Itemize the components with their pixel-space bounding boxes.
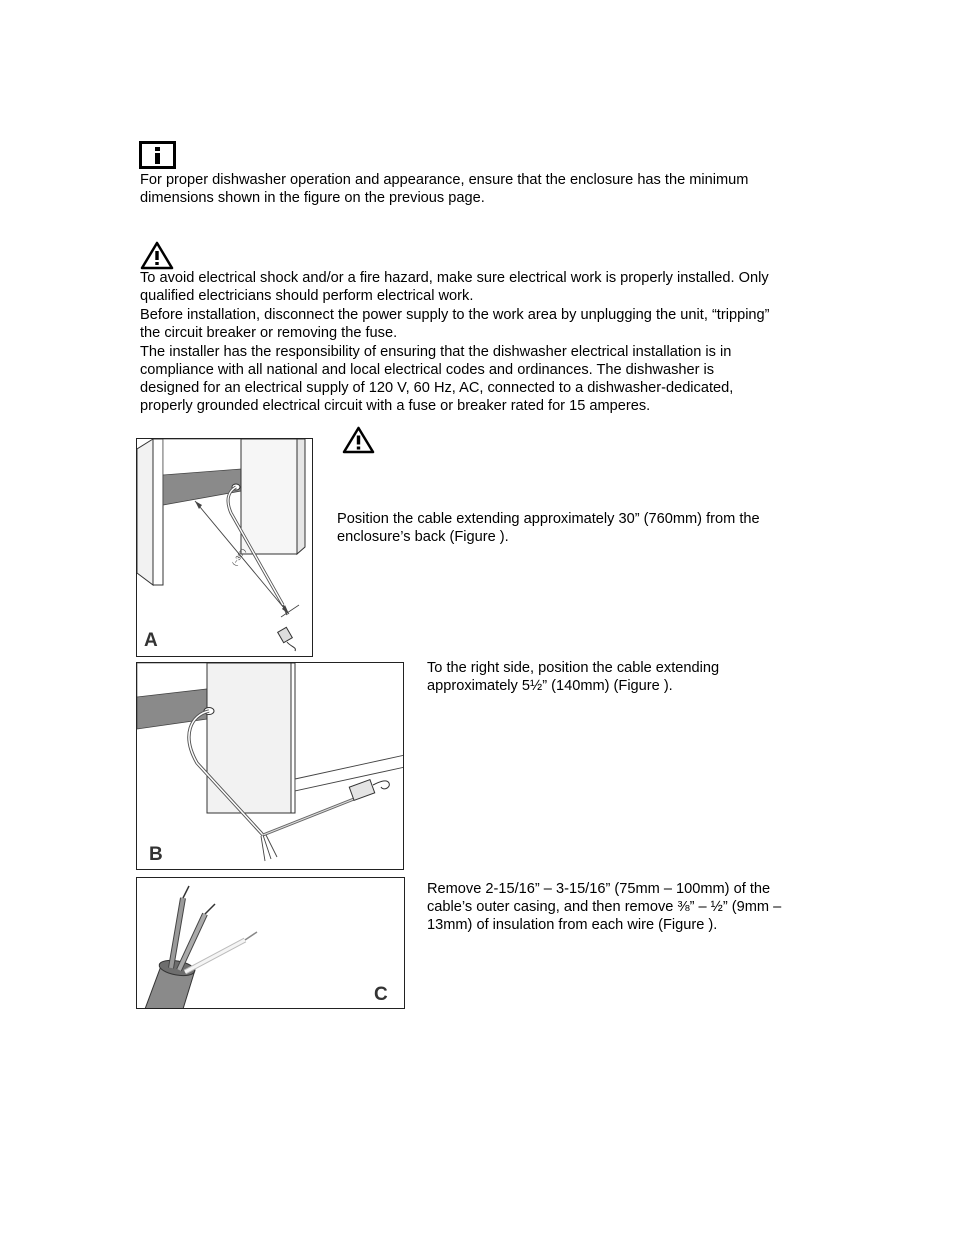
figure-c-letter: C xyxy=(374,984,388,1005)
info-icon xyxy=(139,141,176,169)
figure-a xyxy=(136,438,313,657)
info-note-line-1: For proper dishwasher operation and appearance, ensure that the enclosure has the minimum xyxy=(140,172,749,188)
figure-c-text-line-3: 13mm) of insulation from each wire (Figure ). xyxy=(427,917,718,933)
figure-a-letter: A xyxy=(144,630,158,651)
figure-a-text-line-1: Position the cable extending approximately 30” (760mm) from the xyxy=(337,511,760,527)
warning-icon-figure-a xyxy=(342,426,375,454)
warning-line-6: compliance with all national and local electrical codes and ordinances. The dishwasher is xyxy=(140,362,715,378)
figure-b-illustration xyxy=(137,663,404,870)
figure-b-text-line-2: approximately 5½” (140mm) (Figure ). xyxy=(427,678,673,694)
warning-line-2: qualified electricians should perform electrical work. xyxy=(140,288,474,304)
figure-a-text-line-2: enclosure’s back (Figure ). xyxy=(337,529,509,545)
warning-line-1: To avoid electrical shock and/or a fire hazard, make sure electrical work is properly installed. Only xyxy=(140,270,769,286)
figure-a-dimension-label: (~30") xyxy=(231,547,248,568)
figure-c-illustration xyxy=(137,878,405,1009)
figure-b xyxy=(136,662,404,870)
warning-line-4: the circuit breaker or removing the fuse. xyxy=(140,325,398,341)
info-note-line-2: dimensions shown in the figure on the previous page. xyxy=(140,190,485,206)
figure-a-illustration xyxy=(137,439,313,657)
figure-c-text-line-2: cable’s outer casing, and then remove ⅜” – ½” (9mm – xyxy=(427,899,782,915)
figure-b-letter: B xyxy=(149,844,163,865)
warning-line-7: designed for an electrical supply of 120 V, 60 Hz, AC, connected to a dishwasher-dedicated, xyxy=(140,380,734,396)
warning-line-8: properly grounded electrical circuit with a fuse or breaker rated for 15 amperes. xyxy=(140,398,651,414)
warning-line-5: The installer has the responsibility of ensuring that the dishwasher electrical installation is in xyxy=(140,344,732,360)
figure-c-text-line-1: Remove 2-15/16” – 3-15/16” (75mm – 100mm) of the xyxy=(427,881,771,897)
figure-c xyxy=(136,877,405,1009)
warning-icon xyxy=(140,241,174,270)
warning-line-3: Before installation, disconnect the power supply to the work area by unplugging the unit, “tripping” xyxy=(140,307,770,323)
figure-b-text-line-1: To the right side, position the cable extending xyxy=(427,660,720,676)
